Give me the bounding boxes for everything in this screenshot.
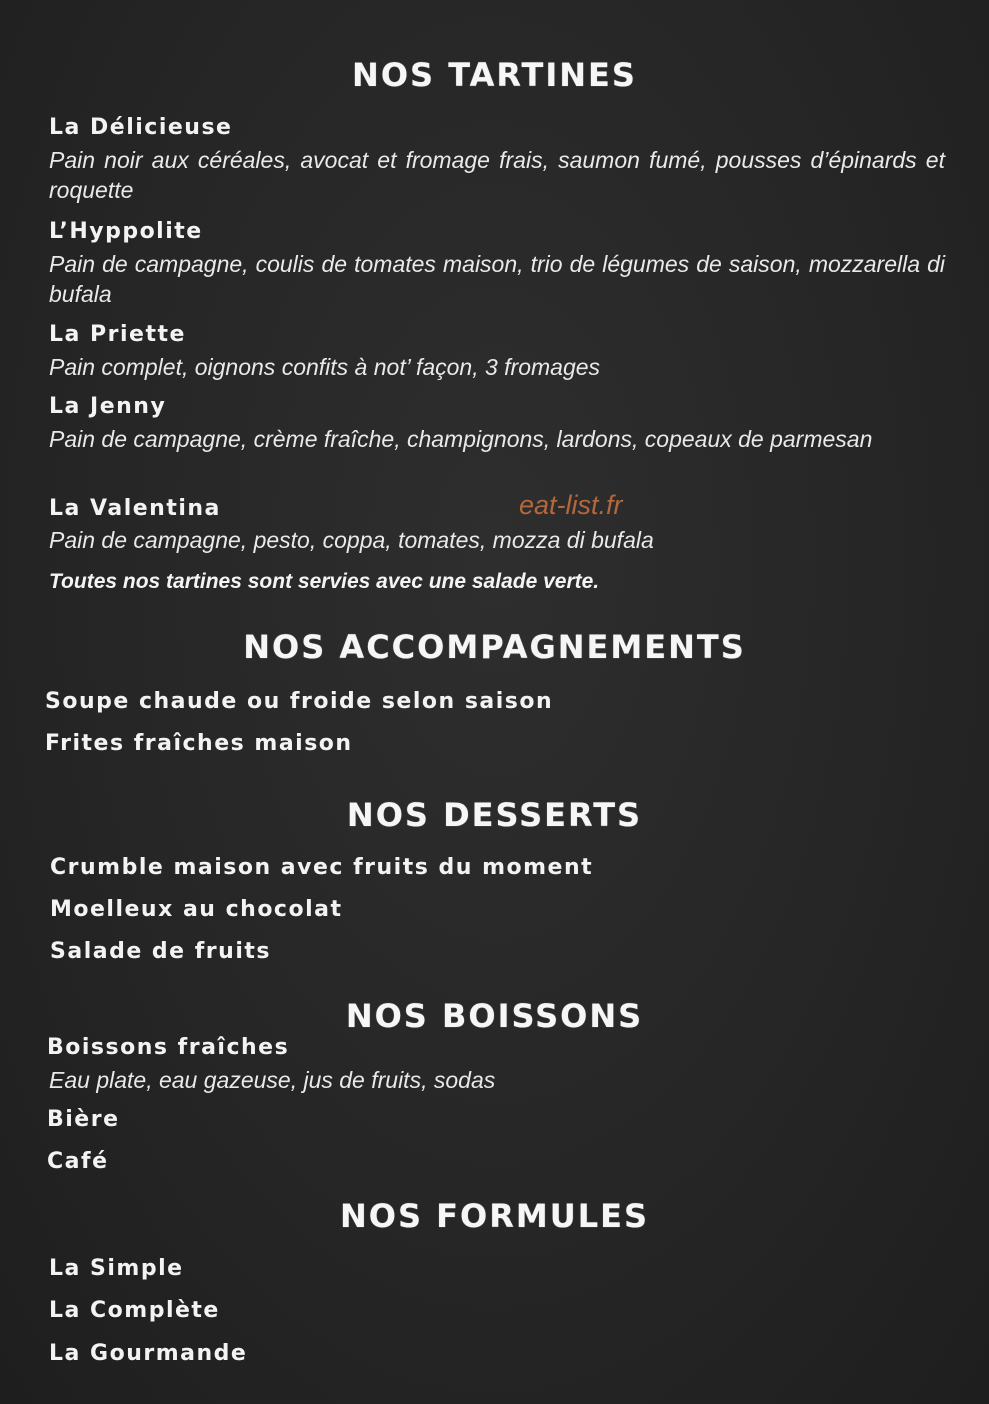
- formule-item: La Gourmande: [49, 1341, 248, 1366]
- dessert-item: Salade de fruits: [50, 939, 271, 964]
- dessert-item: Crumble maison avec fruits du moment: [50, 855, 594, 880]
- boisson-name: Café: [47, 1149, 109, 1174]
- accompagnement-item: Soupe chaude ou froide selon saison: [45, 689, 554, 714]
- accompagnement-item: Frites fraîches maison: [45, 731, 353, 756]
- formule-item: La Simple: [49, 1256, 184, 1281]
- tartine-desc: Pain noir aux céréales, avocat et fromage frais, saumon fumé, pousses d’épinards et roquette: [49, 147, 945, 203]
- tartine-name: La Priette: [49, 322, 186, 347]
- boisson-desc: Eau plate, eau gazeuse, jus de fruits, sodas: [49, 1067, 496, 1093]
- tartine-desc: Pain complet, oignons confits à not’ façon, 3 fromages: [49, 354, 601, 380]
- tartine-name: La Jenny: [49, 394, 167, 419]
- boisson-name: Boissons fraîches: [47, 1035, 290, 1060]
- tartine-name: La Valentina: [49, 496, 221, 521]
- tartine-desc: Pain de campagne, coulis de tomates maison, trio de légumes de saison, mozzarella di bufala: [49, 251, 945, 307]
- watermark: eat-list.fr: [519, 490, 623, 520]
- tartines-heading: NOS TARTINES: [352, 56, 637, 94]
- desserts-heading: NOS DESSERTS: [346, 796, 643, 834]
- accompagnements-heading: NOS ACCOMPAGNEMENTS: [243, 628, 746, 666]
- formule-item: La Complète: [49, 1298, 220, 1323]
- dessert-item: Moelleux au chocolat: [50, 897, 343, 922]
- tartine-desc: Pain de campagne, crème fraîche, champignons, lardons, copeaux de parmesan: [49, 426, 873, 452]
- formules-heading: NOS FORMULES: [340, 1197, 649, 1235]
- tartine-desc: Pain de campagne, pesto, coppa, tomates, mozza di bufala: [49, 527, 654, 553]
- boissons-heading: NOS BOISSONS: [345, 997, 644, 1035]
- boisson-name: Bière: [47, 1107, 120, 1132]
- tartines-note: Toutes nos tartines sont servies avec une salade verte.: [49, 570, 600, 593]
- tartine-name: L’Hyppolite: [49, 219, 203, 244]
- tartine-name: La Délicieuse: [49, 115, 233, 140]
